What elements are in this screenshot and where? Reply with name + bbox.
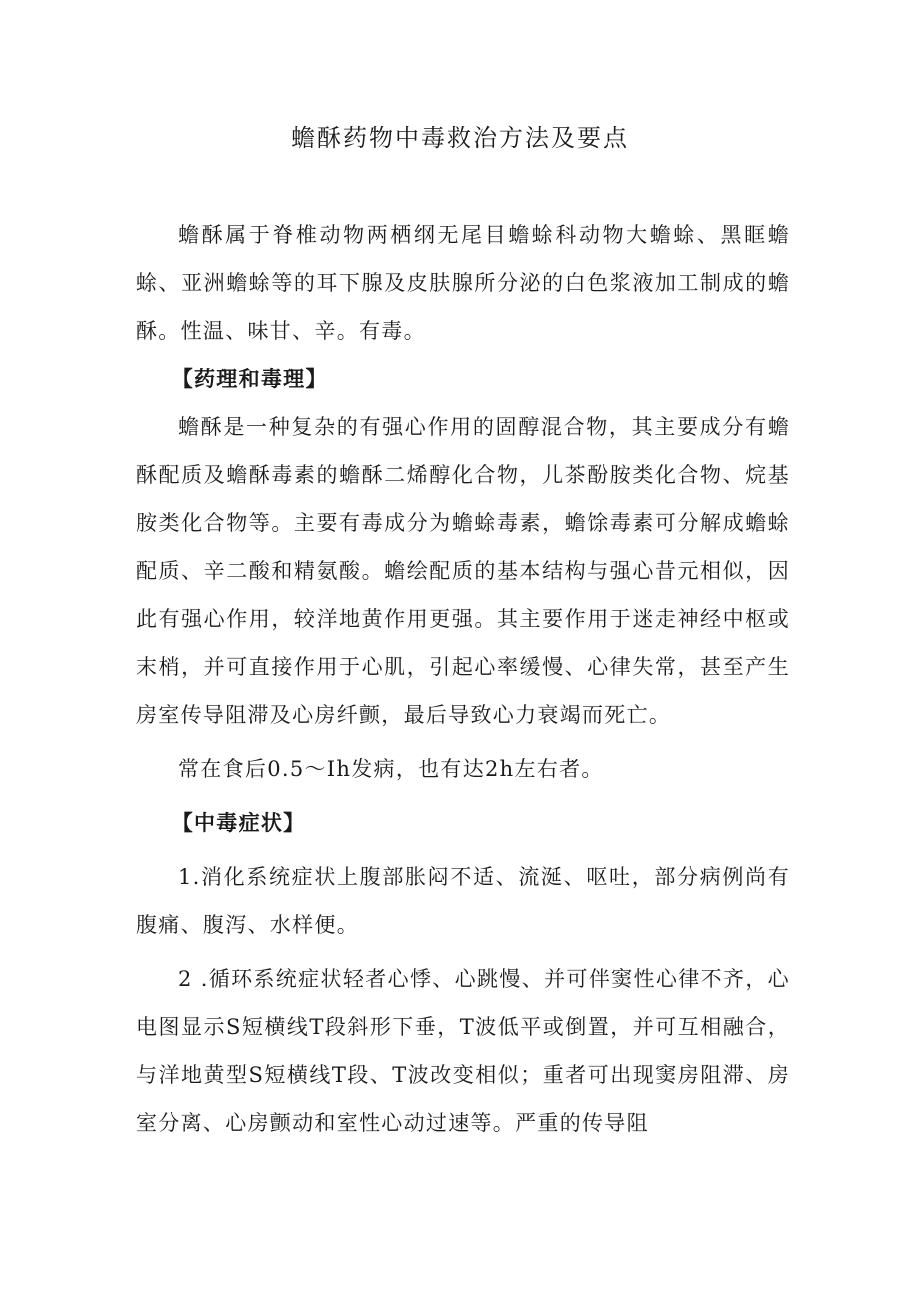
document-title: 蟾酥药物中毒救治方法及要点 bbox=[291, 124, 629, 152]
onset-paragraph: 常在食后0.5～Ih发病，也有达2h左右者。 bbox=[178, 757, 604, 781]
intro-paragraph: 蟾酥属于脊椎动物两栖纲无尾目蟾蜍科动物大蟾蜍、黑眶蟾蜍、亚洲蟾蜍等的耳下腺及皮肤腺所分泌的白色浆液加工制成的蟾酥。性温、味甘、辛。有毒。 bbox=[136, 223, 790, 343]
section-heading-pharmacology: 【药理和毒理】 bbox=[171, 366, 328, 391]
document-body bbox=[136, 211, 790, 1147]
symptom-item-digestive: 1.消化系统症状上腹部胀闷不适、流涎、呕吐，部分病例尚有腹痛、腹泻、水样便。 bbox=[136, 865, 790, 937]
section-heading-symptoms: 【中毒症状】 bbox=[171, 810, 306, 835]
pharmacology-paragraph: 蟾酥是一种复杂的有强心作用的固醇混合物，其主要成分有蟾酥配质及蟾酥毒素的蟾酥二烯醇化合物，儿茶酚胺类化合物、烷基胺类化合物等。主要有毒成分为蟾蜍毒素，蟾馀毒素可分解成蟾蜍配质、辛二酸和精氨酸。蟾绘配质的基本结构与强心昔元相似，因此有强心作用，较洋地黄作用更强。其主要作用于迷走神经中枢或末梢，并可直接作用于心肌，引起心率缓慢、心律失常，甚至产生房室传导阻滞及心房纤颤，最后导致心力衰竭而死亡。 bbox=[136, 415, 790, 727]
symptom-item-circulatory: 2 .循环系统症状轻者心悸、心跳慢、并可伴窦性心律不齐，心电图显示S短横线T段斜形下垂，T波低平或倒置，并可互相融合，与洋地黄型S短横线T段、T波改变相似；重者可出现窦房阻滞、房室分离、心房颤动和室性心动过速等。严重的传导阻 bbox=[136, 967, 790, 1135]
